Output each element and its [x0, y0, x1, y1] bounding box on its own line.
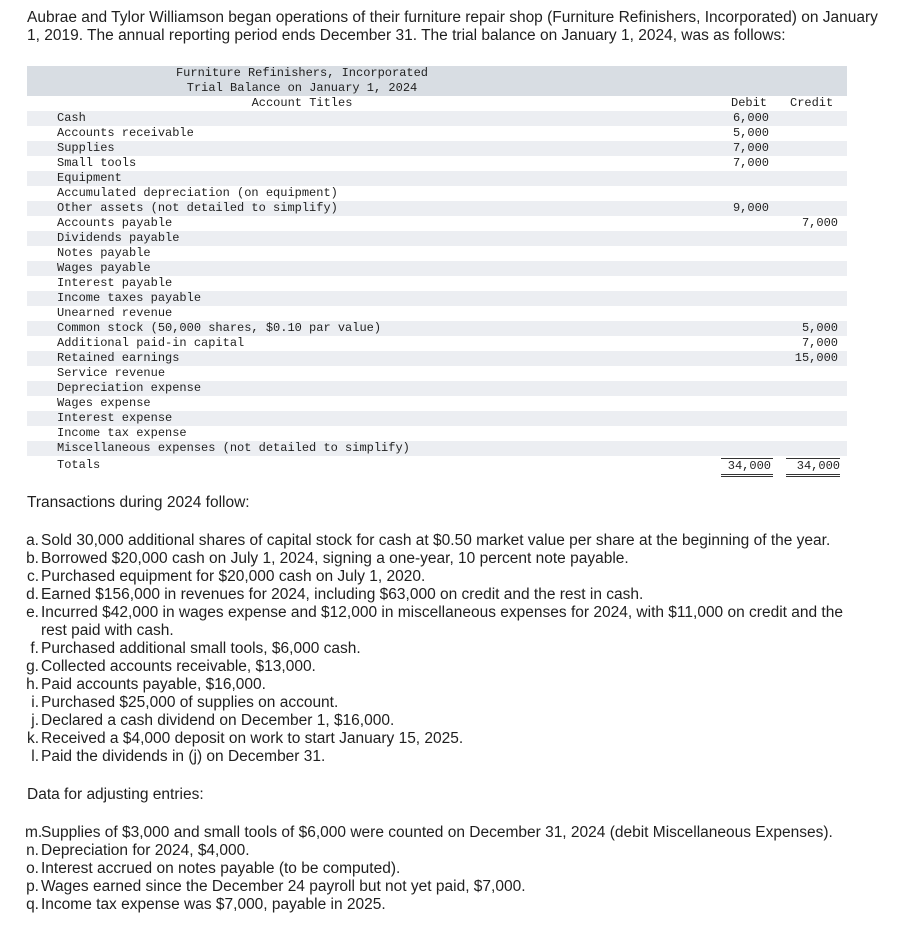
- account-row: [27, 246, 847, 261]
- item-letter: e.: [26, 604, 39, 621]
- debit-amount: 9,000: [732, 201, 769, 215]
- debit-amount: 7,000: [732, 141, 769, 155]
- account-row: [27, 186, 847, 201]
- account-name: Income tax expense: [57, 426, 187, 440]
- account-row: [27, 351, 847, 366]
- item-text: Collected accounts receivable, $13,000.: [41, 658, 316, 675]
- item-letter: c.: [26, 568, 39, 585]
- item-letter: h.: [26, 676, 39, 693]
- item-letter: i.: [31, 694, 39, 711]
- item-text: Supplies of $3,000 and small tools of $6,000 were counted on December 31, 2024 (debit Miscellaneous Expenses).: [41, 824, 833, 841]
- item-letter: g.: [26, 658, 39, 675]
- account-name: Unearned revenue: [57, 306, 173, 320]
- item-text: Purchased equipment for $20,000 cash on July 1, 2020.: [41, 568, 426, 585]
- item-letter: k.: [26, 730, 39, 747]
- account-name: Small tools: [57, 156, 137, 170]
- account-name: Additional paid-in capital: [57, 336, 245, 350]
- item-text: Purchased additional small tools, $6,000 cash.: [41, 640, 361, 657]
- account-row: [27, 366, 847, 381]
- item-text: Sold 30,000 additional shares of capital stock for cash at $0.50 market value per share at the beginning of the year.: [41, 532, 831, 549]
- credit-column-header: Credit: [790, 96, 834, 110]
- account-row: [27, 231, 847, 246]
- item-text: Declared a cash dividend on December 1, $16,000.: [41, 712, 395, 729]
- trial-balance-title: Trial Balance on January 1, 2024: [186, 81, 418, 95]
- account-row: [27, 261, 847, 276]
- account-name: Equipment: [57, 171, 122, 185]
- account-name: Accounts payable: [57, 216, 173, 230]
- account-titles-heading: Account Titles: [251, 96, 353, 110]
- item-text: Borrowed $20,000 cash on July 1, 2024, signing a one-year, 10 percent note payable.: [41, 550, 629, 567]
- debit-amount: 5,000: [732, 126, 769, 140]
- item-letter: p.: [26, 878, 39, 895]
- credit-amount: 7,000: [801, 216, 838, 230]
- item-letter: d.: [26, 586, 39, 603]
- account-row: [27, 321, 847, 336]
- account-name: Common stock (50,000 shares, $0.10 par value): [57, 321, 382, 335]
- item-letter: n.: [26, 842, 39, 859]
- account-name: Notes payable: [57, 246, 151, 260]
- account-row: [27, 141, 847, 156]
- total-debit: 34,000: [721, 458, 773, 477]
- item-letter: b.: [26, 550, 39, 567]
- account-name: Supplies: [57, 141, 115, 155]
- item-letter: a.: [26, 532, 39, 549]
- item-text: Earned $156,000 in revenues for 2024, including $63,000 on credit and the rest in cash.: [41, 586, 644, 603]
- account-name: Wages payable: [57, 261, 151, 275]
- account-name: Retained earnings: [57, 351, 180, 365]
- item-text: Depreciation for 2024, $4,000.: [41, 842, 250, 859]
- credit-amount: 5,000: [801, 321, 838, 335]
- account-name: Miscellaneous expenses (not detailed to simplify): [57, 441, 410, 455]
- account-row: [27, 111, 847, 126]
- account-row: [27, 156, 847, 171]
- item-letter: j.: [31, 712, 39, 729]
- item-text: Incurred $42,000 in wages expense and $12,000 in miscellaneous expenses for 2024, with $11,000 on credit and the rest paid with cash.: [41, 604, 843, 639]
- item-text: Received a $4,000 deposit on work to start January 15, 2025.: [41, 730, 464, 747]
- item-letter: l.: [31, 748, 39, 765]
- item-text: Purchased $25,000 of supplies on account.: [41, 694, 339, 711]
- company-name: Furniture Refinishers, Incorporated: [175, 66, 429, 80]
- totals-label: Totals: [57, 458, 101, 472]
- account-row: [27, 276, 847, 291]
- account-row: [27, 291, 847, 306]
- account-row: [27, 426, 847, 441]
- account-row: [27, 306, 847, 321]
- account-name: Interest expense: [57, 411, 173, 425]
- account-row: [27, 216, 847, 231]
- account-name: Wages expense: [57, 396, 151, 410]
- account-row: [27, 171, 847, 186]
- account-row: [27, 411, 847, 426]
- account-name: Accumulated depreciation (on equipment): [57, 186, 338, 200]
- account-name: Other assets (not detailed to simplify): [57, 201, 338, 215]
- account-row: [27, 336, 847, 351]
- account-name: Service revenue: [57, 366, 166, 380]
- problem-intro: Aubrae and Tylor Williamson began operations of their furniture repair shop (Furniture Refinishers, Incorporated) on January 1, 2019. The annual reporting period ends December 31. The trial balance on January 1, 2024, was as follows:: [27, 9, 878, 44]
- totals-row: [27, 458, 847, 473]
- debit-column-header: Debit: [731, 96, 768, 110]
- item-text: Paid the dividends in (j) on December 31.: [41, 748, 326, 765]
- account-name: Interest payable: [57, 276, 173, 290]
- account-name: Cash: [57, 111, 86, 125]
- item-letter: q.: [26, 896, 39, 913]
- item-letter: m.: [25, 824, 43, 841]
- item-letter: o.: [26, 860, 39, 877]
- item-text: Paid accounts payable, $16,000.: [41, 676, 266, 693]
- account-row: [27, 396, 847, 411]
- item-letter: f.: [30, 640, 39, 657]
- account-name: Income taxes payable: [57, 291, 202, 305]
- account-name: Depreciation expense: [57, 381, 202, 395]
- item-text: Interest accrued on notes payable (to be computed).: [41, 860, 401, 877]
- adjusting-heading: Data for adjusting entries:: [27, 786, 204, 803]
- credit-amount: 7,000: [801, 336, 838, 350]
- transactions-heading: Transactions during 2024 follow:: [27, 494, 250, 511]
- account-row: [27, 201, 847, 216]
- account-row: [27, 126, 847, 141]
- item-text: Wages earned since the December 24 payroll but not yet paid, $7,000.: [41, 878, 526, 895]
- trial-balance-table: [27, 66, 847, 476]
- account-row: [27, 441, 847, 456]
- credit-amount: 15,000: [794, 351, 838, 365]
- debit-amount: 6,000: [732, 111, 769, 125]
- item-text: Income tax expense was $7,000, payable in 2025.: [41, 896, 386, 913]
- debit-amount: 7,000: [732, 156, 769, 170]
- account-name: Dividends payable: [57, 231, 180, 245]
- account-row: [27, 381, 847, 396]
- account-name: Accounts receivable: [57, 126, 194, 140]
- total-credit: 34,000: [786, 458, 840, 477]
